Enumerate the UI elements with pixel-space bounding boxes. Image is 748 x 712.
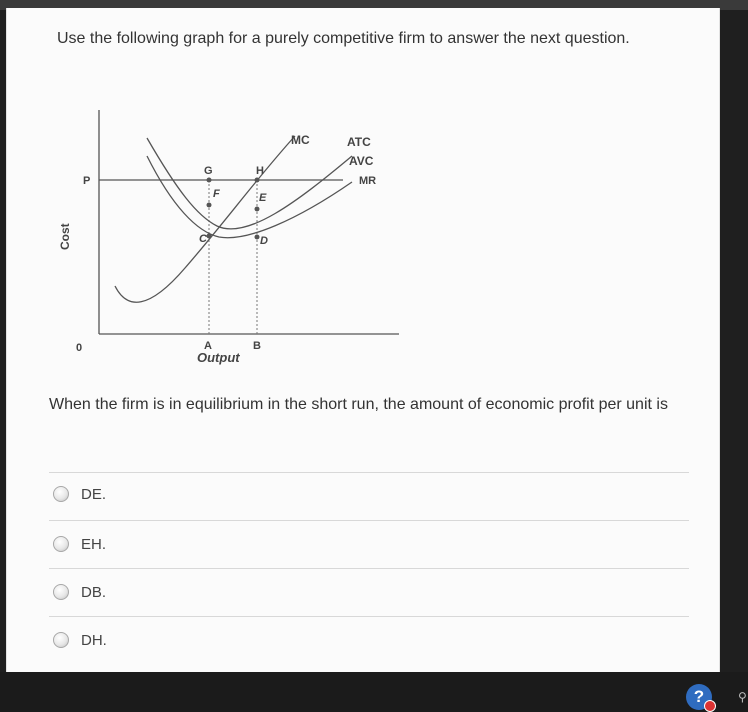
radio-button[interactable] <box>53 536 69 552</box>
option-de[interactable] <box>53 482 106 506</box>
point-g-dot <box>207 178 212 183</box>
atc-label: ATC <box>347 135 371 149</box>
mc-label: MC <box>291 133 310 147</box>
cost-curves-graph <box>47 98 407 378</box>
a-label: A <box>204 340 212 352</box>
point-c-label: C <box>199 233 207 245</box>
person-icon[interactable]: ⚲ <box>738 690 747 704</box>
avc-label: AVC <box>349 154 374 168</box>
y-axis-label: Cost <box>58 223 72 250</box>
question-page <box>6 8 720 672</box>
option-label: DE. <box>81 485 107 503</box>
question-mark-icon: ? <box>693 687 705 706</box>
divider <box>49 616 689 617</box>
bottom-bar <box>0 672 748 712</box>
divider <box>49 472 689 473</box>
option-eh[interactable] <box>53 532 106 556</box>
question-text: Use the following graph for a purely competitive firm to answer the next question. <box>57 30 630 47</box>
point-h-label: H <box>256 165 264 177</box>
p-label: P <box>83 175 91 187</box>
point-d-dot <box>255 235 260 240</box>
point-e-label: E <box>259 192 267 204</box>
option-db[interactable] <box>53 580 106 604</box>
notification-badge <box>704 700 716 712</box>
b-label: B <box>253 340 261 352</box>
option-label: DH. <box>81 631 107 649</box>
mr-label: MR <box>359 175 377 187</box>
point-h-dot <box>255 178 260 183</box>
option-label: DB. <box>81 583 107 601</box>
radio-button[interactable] <box>53 632 69 648</box>
point-g-label: G <box>204 165 213 177</box>
atc-curve <box>147 138 352 229</box>
radio-button[interactable] <box>53 584 69 600</box>
point-f-label: F <box>213 188 220 200</box>
divider <box>49 568 689 569</box>
point-d-label: D <box>260 235 268 247</box>
x-axis-label: Output <box>197 350 240 365</box>
point-e-dot <box>255 207 260 212</box>
mc-curve <box>115 136 295 302</box>
option-dh[interactable] <box>53 628 107 652</box>
point-f-dot <box>207 203 212 208</box>
divider <box>49 520 689 521</box>
followup-question-text: When the firm is in equilibrium in the short run, the amount of economic profit per unit is <box>49 396 668 413</box>
radio-button[interactable] <box>53 486 69 502</box>
origin-label: 0 <box>76 342 83 354</box>
point-c-dot <box>207 234 212 239</box>
option-label: EH. <box>81 535 107 553</box>
